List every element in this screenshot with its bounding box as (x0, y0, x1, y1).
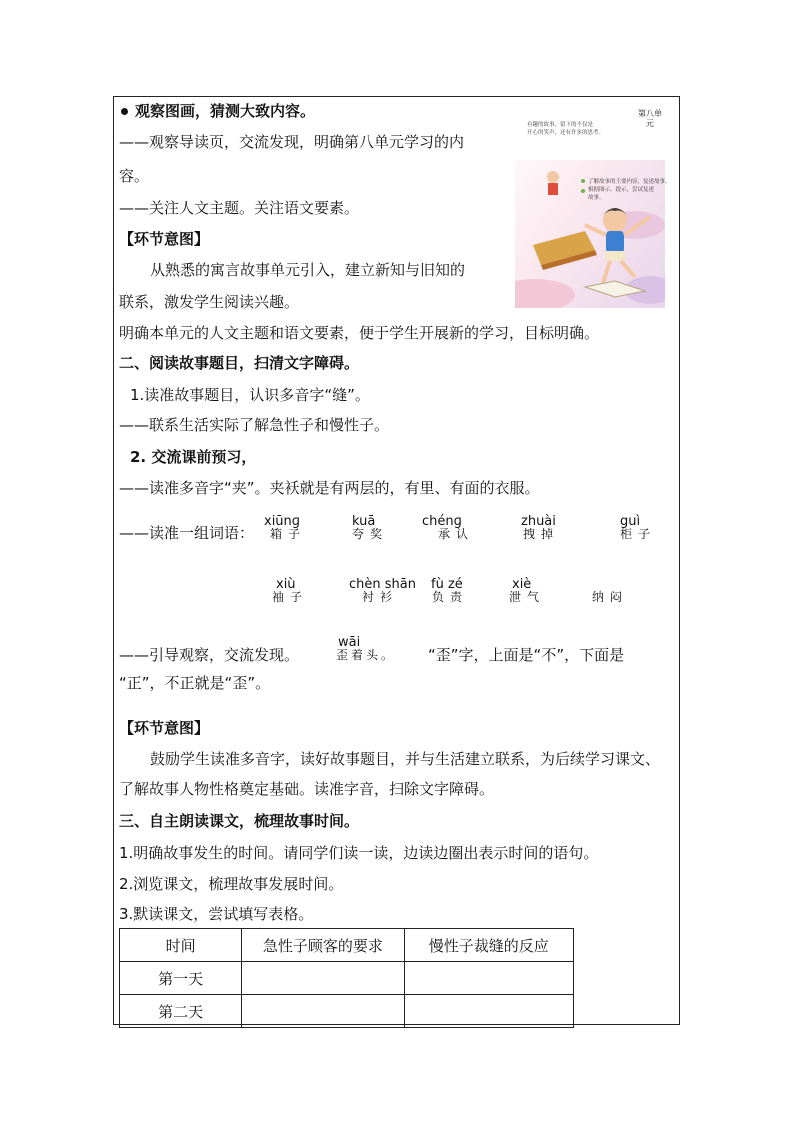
table-cell[interactable] (404, 962, 573, 995)
s2-line-5a: ——引导观察，交流发现。 (119, 646, 300, 664)
section-3-title: 三、自主朗读课文，梳理故事时间。 (119, 812, 360, 830)
timeline-table (119, 928, 574, 1028)
pinyin: wāi (338, 635, 361, 650)
s3-line-3: 3.默读课文，尝试填写表格。 (119, 905, 314, 923)
s2-subtitle: 2. 交流课前预习， (130, 448, 257, 466)
bullet-icon (121, 108, 128, 115)
table-cell: 第一天 (120, 962, 242, 995)
cover-goal-3: 故事。 (588, 195, 605, 201)
table-row (120, 962, 574, 995)
pinyin: kuā (352, 514, 376, 529)
s1-intent-label: 【环节意图】 (119, 230, 210, 248)
s3-line-1: 1.明确故事发生的时间。请同学们读一读，边读边圈出表示时间的语句。 (119, 844, 599, 862)
pinyin: xiūnɡ (264, 514, 301, 529)
cover-goal-1: 了解故事的主要内容，复述故事。 (588, 179, 671, 185)
s2-line-3: ——读准多音字“夹”。夹袄就是有两层的，有里、有面的衣服。 (119, 479, 540, 497)
table-header-cell: 急性子顾客的要求 (242, 929, 404, 962)
table-cell[interactable] (242, 995, 404, 1028)
pinyin: xiè (512, 577, 532, 592)
word: 负责 (432, 590, 469, 604)
table-cell: 第二天 (120, 995, 242, 1028)
table-cell[interactable] (404, 995, 573, 1028)
word: 夸奖 (352, 527, 389, 541)
pinyin: chèn shān (349, 577, 416, 592)
unit-cover-illustration (515, 105, 671, 308)
s1-intent-3: 明确本单元的人文主题和语文要素，便于学生开展新的学习，目标明确。 (119, 324, 600, 342)
pinyin: guì (620, 514, 641, 529)
cover-goal-2: 根据图示、提示，尝试复述 (588, 187, 655, 193)
cover-intro-line-2: 开心的笑声，还有许多的思考。 (527, 130, 605, 136)
cover-intro-text (527, 121, 604, 137)
cover-goals-text (588, 178, 671, 202)
s1-intent-2: 联系，激发学生阅读兴趣。 (119, 293, 300, 311)
word: 衬衫 (362, 590, 399, 604)
s2-intent-label: 【环节意图】 (119, 719, 210, 737)
word: 歪着头。 (336, 648, 397, 662)
s2-line-1: 1.读准故事题目，认识多音字“缝”。 (130, 386, 370, 404)
pinyin: chénɡ (422, 514, 462, 529)
s3-line-2: 2.浏览课文，梳理故事发展时间。 (119, 875, 344, 893)
s2-intent-1: 鼓励学生读准多音字，读好故事题目，并与生活建立联系，为后续学习课文、 (150, 750, 661, 768)
s1-line-2: 容。 (119, 167, 150, 185)
cover-intro-line-1: 有趣的故事，留下的不仅是 (527, 122, 594, 128)
table-header-row (120, 929, 574, 962)
s2-intent-2: 了解故事人物性格奠定基础。读准字音，扫除文字障碍。 (119, 780, 495, 798)
section-1-title: 观察图画，猜测大致内容。 (135, 102, 316, 120)
table-cell[interactable] (242, 962, 404, 995)
table-row (120, 995, 574, 1028)
table-header-cell: 时间 (120, 929, 242, 962)
unit-badge: 第八单元 (638, 109, 662, 128)
word: 袖子 (272, 590, 309, 604)
pinyin: zhuài (521, 514, 556, 529)
word: 拽掉 (523, 527, 560, 541)
s1-intent-1: 从熟悉的寓言故事单元引入，建立新知与旧知的 (150, 261, 466, 279)
pinyin: fù zé (431, 577, 463, 592)
word: 箱子 (270, 527, 307, 541)
section-2-title: 二、阅读故事题目，扫清文字障碍。 (119, 354, 360, 372)
word: 纳闷 (592, 590, 629, 604)
word: 柜子 (620, 527, 657, 541)
s2-line-6: “正”，不正就是“歪”。 (119, 674, 271, 692)
word: 承认 (438, 527, 475, 541)
s2-line-5b: “歪”字，上面是“不”，下面是 (428, 646, 625, 664)
s1-line-3: ——关注人文主题。关注语文要素。 (119, 199, 360, 217)
s2-line-4: ——读准一组词语： (119, 524, 255, 542)
table-header-cell: 慢性子裁缝的反应 (404, 929, 573, 962)
word: 泄气 (509, 590, 546, 604)
s1-line-1: ——观察导读页，交流发现，明确第八单元学习的内 (119, 133, 465, 151)
s2-line-2: ——联系生活实际了解急性子和慢性子。 (119, 416, 390, 434)
pinyin: xiù (276, 577, 296, 592)
